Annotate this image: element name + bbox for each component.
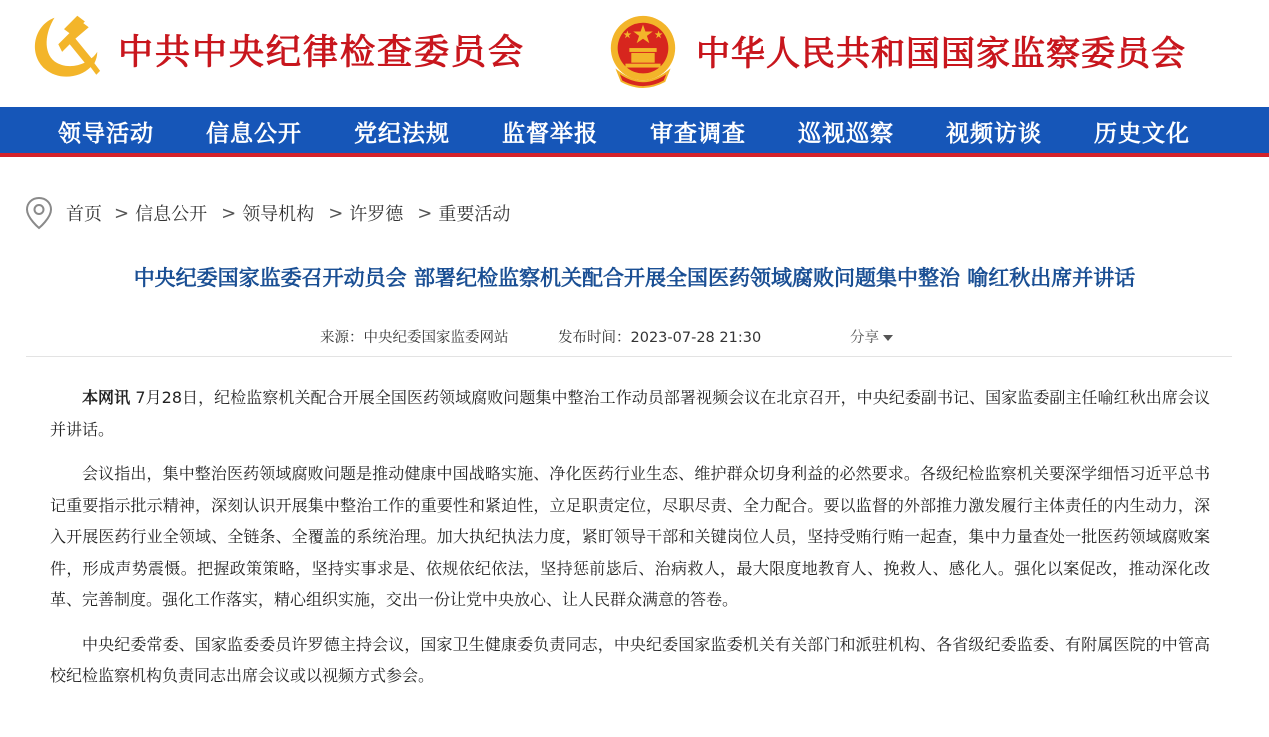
nav-item-investigation[interactable]: 审查调查 <box>650 120 746 147</box>
time-label: 发布时间： <box>558 330 631 346</box>
paragraph-1-text: 7月28日，纪检监察机关配合开展全国医药领域腐败问题集中整治工作动员部署视频会议在北京召开，中央纪委副书记、国家监委副主任喻红秋出席会议并讲话。 <box>50 388 1210 439</box>
source-label: 来源： <box>320 330 364 346</box>
site-header <box>0 0 1269 107</box>
location-pin-icon <box>24 196 54 230</box>
nav-item-leadership[interactable]: 领导活动 <box>58 120 154 147</box>
nav-item-history[interactable]: 历史文化 <box>1094 120 1190 147</box>
breadcrumb-home[interactable]: 首页 <box>66 204 102 225</box>
breadcrumb-separator: > <box>114 202 130 224</box>
article-body <box>50 382 1210 705</box>
org-cpc-ccdi[interactable] <box>26 0 525 100</box>
lead-text: 本网讯 <box>82 388 131 407</box>
share-dropdown[interactable] <box>850 326 893 347</box>
org-cpc-ccdi-name: 中共中央纪律检查委员会 <box>118 32 526 73</box>
breadcrumb <box>24 196 510 230</box>
share-label: 分享 <box>850 330 879 346</box>
main-nav <box>0 107 1269 157</box>
breadcrumb-leadership[interactable]: 领导机构 <box>242 204 315 225</box>
nav-item-report[interactable]: 监督举报 <box>502 120 598 147</box>
article-meta <box>0 326 1269 348</box>
paragraph-1 <box>50 382 1210 445</box>
time-value: 2023-07-28 21:30 <box>630 330 762 346</box>
article-title: 中央纪委国家监委召开动员会 部署纪检监察机关配合开展全国医药领域腐败问题集中整治 喻红秋出席并讲话 <box>133 266 1136 290</box>
national-emblem-icon <box>604 10 682 90</box>
breadcrumb-disclosure[interactable]: 信息公开 <box>135 204 208 225</box>
breadcrumb-activities[interactable]: 重要活动 <box>438 204 511 225</box>
source-value: 中央纪委国家监委网站 <box>363 330 509 346</box>
paragraph-3: 中央纪委常委、国家监委委员许罗德主持会议，国家卫生健康委负责同志，中央纪委国家监委机关有关部门和派驻机构、各省级纪委监委、有附属医院的中管高校纪检监察机构负责同志出席会议或以视频方式参会。 <box>50 634 1210 685</box>
article-time <box>558 326 761 347</box>
nav-item-video[interactable]: 视频访谈 <box>946 120 1042 147</box>
paragraph-2: 会议指出，集中整治医药领域腐败问题是推动健康中国战略实施、净化医药行业生态、维护群众切身利益的必然要求。各级纪检监察机关要深学细悟习近平总书记重要指示批示精神，深刻认识开展集中整治工作的重要性和紧迫性，立足职责定位，尽职尽责、全力配合。要以监督的外部推力激发履行主体责任的内生动力，深入开展医药行业全领域、全链条、全覆盖的系统治理。加大执纪执法力度，紧盯领导干部和关键岗位人员，坚持受贿行贿一起查，集中力量查处一批医药领域腐败案件，形成声势震慑。把握政策策略，坚持实事求是、依规依纪依法，坚持惩前毖后、治病救人，最大限度地教育人、挽救人、感化人。强化以案促改，推动深化改革、完善制度。强化工作落实，精心组织实施，交出一份让党中央放心、让人民群众满意的答卷。 <box>50 464 1210 609</box>
org-nsc[interactable] <box>604 0 1186 100</box>
nav-item-inspection[interactable]: 巡视巡察 <box>798 120 894 147</box>
org-nsc-name: 中华人民共和国国家监察委员会 <box>696 33 1186 74</box>
caret-down-icon <box>883 335 893 341</box>
breadcrumb-separator: > <box>221 202 237 224</box>
nav-item-disclosure[interactable]: 信息公开 <box>206 120 302 147</box>
nav-item-regulations[interactable]: 党纪法规 <box>354 120 450 147</box>
meta-divider <box>26 356 1232 357</box>
breadcrumb-separator: > <box>328 202 344 224</box>
breadcrumb-separator: > <box>417 202 433 224</box>
breadcrumb-person[interactable]: 许罗德 <box>349 204 404 225</box>
article-source <box>320 326 509 347</box>
party-emblem-icon <box>26 12 102 88</box>
